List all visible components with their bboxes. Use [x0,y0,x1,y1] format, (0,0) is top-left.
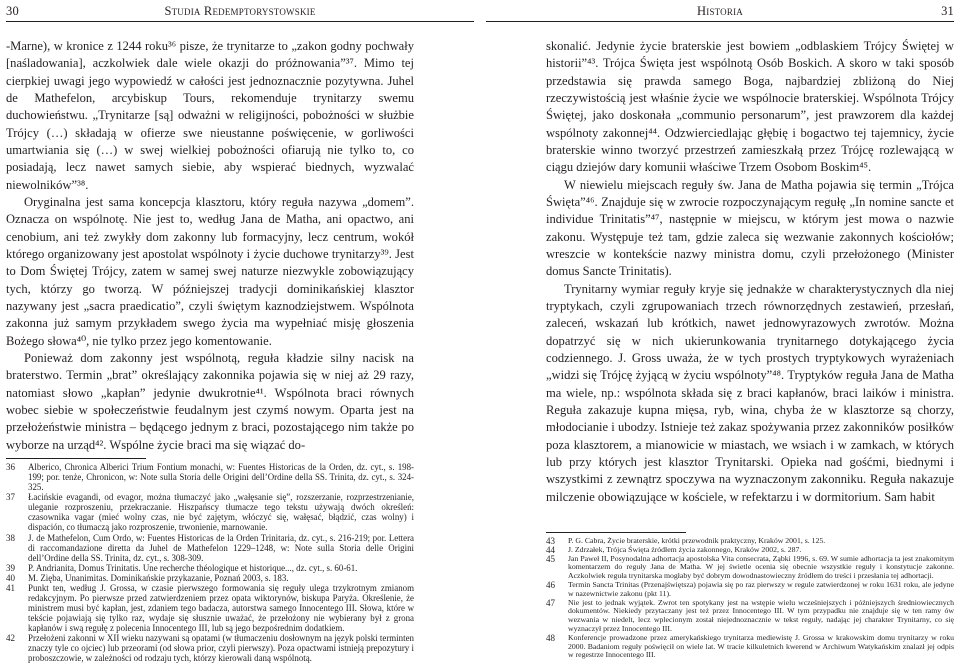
left-body-text [6,38,414,454]
right-body-text [546,38,954,506]
header-rule [6,21,474,22]
footnote-number: 45 [546,553,555,564]
footnote-number: 44 [546,544,555,555]
paragraph: skonalić. Jedynie życie braterskie jest bowiem „odblaskiem Trójcy Świętej w historii”⁴³. Trójca Święta jest wspólnotą Osób Boskich. A skoro w taki sposób przedstawia się prawda samego Boga, najbardziej zbliżoną do Niej rzeczywistością jest właśnie życie we wspólnocie braterskiej. Wspólnota Trójcy Świętej, jako doskonała „communio personarum”, jest prawzorem dla każdej wspólnoty zakonnej⁴⁴. Odzwierciedlając głębię i bogactwo tej tajemnicy, życie braterskie winno tworzyć przestrzeń zamieszkałą przez Trójcę rozlewającą w ciągu dziejów dary komunii właściwe Trzem Osobom Boskim⁴⁵. [546,39,954,175]
footnote-text: P. Andrianita, Domus Trinitatis. Une recherche théologique et historique..., dz. cyt., s. 60-61. [28,562,358,573]
footnote-number: 48 [546,632,555,643]
footnote-number: 40 [6,572,15,583]
footnote-text: Konferencje prowadzone przez amerykańskiego trynitarza mediewistę J. Grossa w krakowskim domu trynitarzy w roku 2000. Badaniom reguły poświęcił on wiele lat. W tracie kilkuletnich kwerend w Archiwum Watykańskim znalazł jej odpis w regestrze Innocentego III. [568,632,954,660]
running-head: Historia [697,4,743,18]
running-head: Studia Redemptorystowskie [164,4,316,18]
footnote-text: Przełożeni zakonni w XII wieku nazywani są opatami (w tłumaczeniu dosłownym na język polski terminten znaczy tyle co ojciec) lub przeorami (od słowa prior, czyli pierwszy). Poza opactwami istnieją prepozytury i proboszczowie, w zależności od rodzaju tych, którzy kierowali daną wspólnotą. [28,633,414,664]
page-number: 31 [941,4,954,18]
footnote-text: M. Zięba, Unanimitas. Dominikańskie przykazanie, Poznań 2003, s. 183. [28,572,289,583]
footnote-number: 43 [546,536,555,546]
footnote-text: J. Zdrzałek, Trójca Święta źródłem życia zakonnego, Kraków 2002, s. 287. [568,544,802,554]
paragraph: W niewielu miejscach reguły św. Jana de Matha pojawia się termin „Trójca Święta”⁴⁶. Znajduje się w zwrocie rozpoczynającym regułę „In nomine sancte et individue Trinitatis”⁴⁷, następnie w miejscu, w którym jest mowa o nazwie zakonu. Występuje też tam, gdzie zaleca się wezwanie zakonnych kościołów; wreszcie w kontekście nazwy ministra domu, czyli przełożonego (Minister domus Sancte Trinitatis). [546,177,954,279]
footnote-number: 46 [546,579,555,590]
paragraph: Oryginalna jest sama koncepcja klasztoru, który reguła nazywa „domem”. Oznacza on wspólnotę. Nie jest to, według Jana de Matha, ani opactwo, ani cenobium, ani też zwykły dom zakonny lub formacyjny, lecz centrum, wokół którego organizowany jest apostolat wspólnoty i życie duchowe trynitarzy³⁹. Jest to Dom Świętej Trójcy, zatem w samej swej naturze niezwykle zobowiązujący tych, którzy go tworzą. W późniejszej tradycji dominikańskiej klasztor nazywany jest „sacra praedicatio”, czyli świętym kaznodziejstwem. Wspólnota zakonna już samym przykładem swego życia ma wypełniać misję głoszenia Bożego słowa⁴⁰, nie tylko przez jego komentowanie. [6,194,414,348]
footnote [546,581,954,599]
footnote-text: Nie jest to jednak wyjątek. Zwrot ten spotykany jest na wstępie wielu wcześniejszych i późniejszych średniowiecznych dokumentów. Niekiedy przytaczany jest też przez Innocentego III. W tym przypadku nie znajduje się w ten ramy ów wezwania w niedelt, lecz wplecionym został niejednoznacznie w tekst reguły, nadając jej charakter Trynitarny, co się wyznaczył przez Innocentego III. [568,597,954,633]
footnote-text: P. G. Cabra, Życie braterskie, krótki przewodnik praktyczny, Kraków 2001, s. 125. [568,536,826,545]
footnote [6,633,414,663]
footnote-text: J. de Mathefelon, Cum Ordo, w: Fuentes Historicas de la Orden Trinitaria, dz. cyt., s. 216-219; por. Lettera di raccomandazione diretta da Juhel de Mathefelon 1229–1248, w: Note sulla Storia delle Origini dell’Ordine della SS. Trinita, dz. cyt., s. 308-309. [28,532,414,563]
header-rule [486,21,954,22]
footnote [6,583,414,633]
left-footnotes [6,462,414,664]
paragraph: Trynitarny wymiar reguły kryje się jednakże w charakterystycznych dla niej tryptykach, czyli zgrupowaniach trzech równorzędnych zestawień, przesłań, zaleceń, wskazań lub krótkich, nawet jednowyrazowych zwrotów. Można dopatrzyć się w nich ukierunkowania trynitarnego dotykającego życia codziennego. J. Gross uważa, że w tych prostych tryptykowych wyrażeniach „widzi się Trójcę żyjącą w życiu wspólnoty”⁴⁸. Tryptyków reguła Jana de Matha ma wiele, np.: wspólnota składa się z braci kapłanów, braci laików i ministra. Reguła zakazuje kupna mięsa, ryb, wina, chyba że w klasztorze są chorzy, młodocianie i ubodzy. Istnieje też zakaz spożywania przez zakonników posiłków poza klasztorem, a mianowicie w miastach, we wsiach i w zamkach, w których lub przy których jest klasztor Trynitarski. Opieka nad gośćmi, biednymi i wszystkimi z zewnątrz spoczywa na wyznaczonym zakonniku. Reguła nakazuje milczenie obowiązujące w kościele, w refektarzu i w dormitorium. Sam habit [546,281,954,504]
footnote [6,492,414,532]
footnote-number: 47 [546,597,555,608]
footnote-number: 36 [6,462,15,472]
footnote-number: 37 [6,492,15,503]
footnote [6,462,414,492]
footnote [6,573,414,583]
footnote-text: Alberico, Chronica Alberici Trium Fontium monachi, w: Fuentes Historicas de la Orden, dz. cyt., s. 198-199; por. tenże, Chronicon, w: Note sulla Storia delle Origini dell’Ordine della SS. Trinita, dz. cyt., s. 324-325. [28,462,414,493]
footnote [546,555,954,581]
footnote-text: Jan Paweł II, Posynodalna adhortacja apostolska Vita consecrata, Ząbki 1996, s. 69. W sumie adhortacja ta jest znakomitym komentarzem do reguły Jana de Matha. W jej świetle ocenia się obecnie wszystkie reguły i konstytucje zakonne. Aczkolwiek reguła trynitarska mogłaby być dobrym dowodnastowieczny źródłem do treści i przesłania tej adhortacji. [568,553,954,581]
paragraph: Ponieważ dom zakonny jest wspólnotą, reguła kładzie silny nacisk na braterstwo. Termin „brat” określający zakonnika pojawia się w niej aż 29 razy, natomiast słowo „kapłan” jedynie dwukrotnie⁴¹. Wspólnota braci równych wobec siebie w społeczeństwie feudalnym jest czymś nowym. Oparta jest na przełożeństwie ministra – będącego jednym z braci, pozostającego nim także po wyborze na urząd⁴². Wspólne życie braci ma się wiązać do- [6,350,414,452]
footnote-number: 41 [6,582,15,593]
right-footnotes [546,537,954,660]
footnote [546,599,954,634]
footnote-text: Punkt ten, według J. Grossa, w czasie pierwszego formowania się reguły ulega trzykrotnym zmianom redakcyjnym. Po pierwsze przed zatwierdzeniem przez opata wiktorynów, biskupa Paryża. Określenie, że ministrem musi być kapłan, jest, zdaniem tego badacza, autorstwa samego Innocentego III. Słowa, które w tekście pojawiają się tylko raz, wydaje się słusznie uważać, że przełożony nie wybierany był z grona kapłanów i swą regułę z polecenia Innocentego III, lub są jego bezpośrednim dodatkiem. [28,582,414,634]
footnote-rule [6,458,146,459]
footnote-rule [546,532,686,533]
footnote [6,563,414,573]
paragraph: -Marne), w kronice z 1244 roku³⁶ pisze, że trynitarze to „zakon godny pochwały [naśladowania], aczkolwiek dale wiele okazji do próżnowania”³⁷. Mimo tej cierpkiej uwagi jego wypowiedź w całości jest jednoznacznie pozytywna. Juhel de Mathefelon, arcybiskup Tours, rekomenduje trynitarzy swemu duchowieństwu. „Trynitarze [są] odważni w religijności, pobożności w służbie Trójcy (…) składają w ofierze swe nieustanne poświęcenie, w gorliwości umartwiania się (…) w swej wielkiej pobożności ofiarują nie tylko to, co posiadają, lecz nawet samych siebie, aby wspierać biednych, wyzwalać niewolników”³⁸. [6,39,414,192]
footnote-text: Termin Sancta Trinitas (Przenajświętsza) pojawia się po raz pierwszy w regule zatwierdzonej w roku 1631 roku, ale jedyne w nazewnictwie zakonu (pkt 11). [568,579,954,598]
footnote-number: 38 [6,532,15,543]
right-page [480,0,960,669]
footnote [6,533,414,563]
footnote-number: 42 [6,633,15,644]
page-number: 30 [6,4,19,18]
left-page-header [6,4,474,20]
footnote-text: Łacińskie evagandi, od evagor, można tłumaczyć jako „wałęsanie się”, rozszerzanie, rozprzestrzenianie, uleganie rozproszeniu, przekraczanie. Hiszpańscy tłumacze tego tekstu używają dwóch określeń: czasownika vagar (mieć wolny czas, nie być zajętym, włóczyć się, wałęsać, błądzić, czas wolny) i dispación, co tłumaczą jako rozproszenie, trwonienie, marnowanie. [28,492,414,533]
footnote-number: 39 [6,562,15,573]
footnote [546,634,954,660]
right-page-header [486,4,954,20]
